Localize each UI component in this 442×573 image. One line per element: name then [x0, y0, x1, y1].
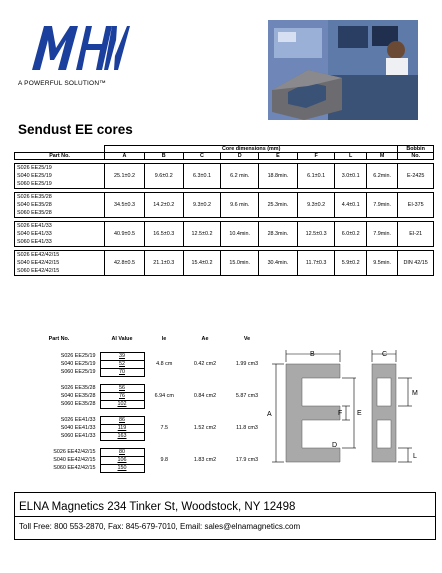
- col-e: E: [259, 153, 298, 160]
- dim-e-cell: 28.3min.: [259, 222, 298, 247]
- le-cell: 9.8: [160, 457, 168, 463]
- al-value-cell: 119: [100, 424, 144, 432]
- table-row: [15, 222, 434, 247]
- part-number: S026 EE25/19: [17, 165, 52, 171]
- col-no: No.: [398, 153, 434, 160]
- dim-label-e: E: [357, 410, 362, 417]
- part-number: S026 EE41/33: [17, 223, 52, 229]
- dim-l-cell: 6.0±0.2: [335, 222, 366, 247]
- al-value-cell: 80: [100, 448, 144, 456]
- part-numbers-cell: [15, 222, 105, 247]
- dim-e-cell: 25.3min.: [259, 193, 298, 218]
- part-number: S026 EE35/28: [60, 385, 96, 391]
- part-number: S040 EE41/33: [60, 425, 96, 431]
- part-number: S040 EE42/42/15: [17, 260, 60, 266]
- dim-label-f: F: [338, 410, 343, 417]
- table-row: [15, 251, 434, 276]
- part-number: S060 EE25/19: [60, 369, 96, 375]
- al-value-cell: 163: [100, 432, 144, 440]
- dim-d-cell: 9.6 min.: [221, 193, 259, 218]
- part-number: S040 EE35/28: [60, 393, 96, 399]
- company-address: ELNA Magnetics 234 Tinker St, Woodstock, NY 12498: [19, 501, 296, 513]
- ve-cell: 5.87 cm3: [235, 393, 259, 399]
- col-a: A: [105, 153, 145, 160]
- col-m: M: [366, 153, 397, 160]
- dim-f-cell: 9.3±0.2: [297, 193, 335, 218]
- table-row: [15, 164, 434, 189]
- ae-cell: 0.42 cm2: [193, 361, 217, 367]
- part-number: S040 EE41/33: [17, 231, 52, 237]
- ve-cell: 1.99 cm3: [235, 361, 259, 367]
- dim-b-cell: 21.1±0.3: [144, 251, 183, 276]
- dim-a-cell: 25.1±0.2: [105, 164, 145, 189]
- dim-b-cell: 9.6±0.2: [144, 164, 183, 189]
- dim-label-c: C: [382, 351, 388, 358]
- dim-a-cell: 40.9±0.5: [105, 222, 145, 247]
- col-c: C: [183, 153, 221, 160]
- table-row: [18, 384, 268, 392]
- col-ae: Ae: [201, 336, 209, 342]
- dim-c-cell: 6.3±0.1: [183, 164, 221, 189]
- contact-footer: [14, 492, 436, 540]
- part-number: S060 EE41/33: [60, 433, 96, 439]
- part-numbers-cell: [15, 193, 105, 218]
- dim-c-cell: 15.4±0.2: [183, 251, 221, 276]
- part-number: S060 EE42/42/15: [17, 268, 60, 274]
- dim-label-m: M: [412, 390, 418, 397]
- core-dimension-diagram: [258, 342, 428, 474]
- le-cell: 6.94 cm: [154, 393, 174, 399]
- col-part-no: Part No.: [48, 336, 70, 342]
- al-value-cell: 70: [100, 368, 144, 376]
- dim-c-cell: 9.3±0.2: [183, 193, 221, 218]
- dim-c-cell: 12.5±0.2: [183, 222, 221, 247]
- part-number: S026 EE41/33: [60, 417, 96, 423]
- al-value-cell: 52: [100, 360, 144, 368]
- dimensions-group-header: Core dimensions (mm): [105, 146, 398, 153]
- dim-no-cell: DIN 42/15: [398, 251, 434, 276]
- dim-f-cell: 6.1±0.1: [297, 164, 335, 189]
- contact-details: Toll Free: 800 553-2870, Fax: 845-679-7010, Email: sales@elnamagnetics.com: [19, 522, 301, 531]
- part-numbers-cell: [15, 164, 105, 189]
- part-numbers-cell: [15, 251, 105, 276]
- part-number: S060 EE35/28: [60, 401, 96, 407]
- spacer-row: [18, 344, 268, 352]
- ae-cell: 0.84 cm2: [193, 393, 217, 399]
- ae-cell: 1.83 cm2: [193, 457, 217, 463]
- table-row: [15, 193, 434, 218]
- al-value-cell: 76: [100, 392, 144, 400]
- part-number: S060 EE25/19: [17, 181, 52, 187]
- al-value-cell: 102: [100, 400, 144, 408]
- page-title: Sendust EE cores: [18, 122, 133, 137]
- header-photo: [268, 20, 418, 120]
- dim-l-cell: 3.0±0.1: [335, 164, 366, 189]
- dim-a-cell: 42.8±0.5: [105, 251, 145, 276]
- properties-table: [18, 334, 268, 473]
- part-number: S026 EE35/28: [17, 194, 52, 200]
- spacer-row: [18, 440, 268, 448]
- dim-l-cell: 5.9±0.2: [335, 251, 366, 276]
- company-logo: [30, 22, 130, 72]
- col-f: F: [297, 153, 335, 160]
- table-row: [18, 352, 268, 360]
- spacer-row: [18, 408, 268, 416]
- dim-m-cell: 7.9min.: [366, 193, 397, 218]
- part-number: S026 EE42/42/15: [53, 449, 96, 455]
- part-number: S060 EE35/28: [17, 210, 52, 216]
- footer-divider: [15, 516, 435, 517]
- part-number: S040 EE35/28: [17, 202, 52, 208]
- dim-e-cell: 18.8min.: [259, 164, 298, 189]
- dim-d-cell: 15.0min.: [221, 251, 259, 276]
- col-b: B: [144, 153, 183, 160]
- dim-b-cell: 16.5±0.3: [144, 222, 183, 247]
- col-ve: Ve: [243, 336, 251, 342]
- part-number: S060 EE42/42/15: [53, 465, 96, 471]
- dim-m-cell: 7.9min.: [366, 222, 397, 247]
- le-cell: 4.8 cm: [156, 361, 173, 367]
- dim-l-cell: 4.4±0.1: [335, 193, 366, 218]
- part-number: S060 EE41/33: [17, 239, 52, 245]
- ve-cell: 11.8 cm3: [236, 425, 258, 431]
- al-value-cell: 106: [100, 456, 144, 464]
- dim-a-cell: 34.5±0.3: [105, 193, 145, 218]
- col-d: D: [221, 153, 259, 160]
- col-al-value: Al Value: [111, 336, 133, 342]
- part-number: S040 EE25/19: [17, 173, 52, 179]
- al-value-cell: 86: [100, 416, 144, 424]
- al-value-cell: 39: [100, 352, 144, 360]
- le-cell: 7.5: [160, 425, 168, 431]
- spacer-row: [18, 376, 268, 384]
- part-number: S040 EE25/19: [60, 361, 96, 367]
- ae-cell: 1.52 cm2: [193, 425, 217, 431]
- col-part-no: Part No.: [15, 153, 105, 160]
- table-row: [18, 448, 268, 456]
- dim-label-d: D: [332, 442, 338, 449]
- dim-label-a: A: [267, 411, 272, 418]
- dim-no-cell: E-2425: [398, 164, 434, 189]
- col-le: le: [161, 336, 167, 342]
- dim-d-cell: 10.4min.: [221, 222, 259, 247]
- dim-d-cell: 6.2 min.: [221, 164, 259, 189]
- dim-e-cell: 30.4min.: [259, 251, 298, 276]
- dim-no-cell: EI-375: [398, 193, 434, 218]
- al-value-cell: 56: [100, 384, 144, 392]
- part-number: S026 EE25/19: [60, 353, 96, 359]
- dim-label-l: L: [413, 453, 417, 460]
- company-tagline: A POWERFUL SOLUTION™: [18, 80, 106, 87]
- dimensions-table: [14, 145, 434, 276]
- dim-no-cell: EI-21: [398, 222, 434, 247]
- part-number: S026 EE42/42/15: [17, 252, 60, 258]
- dim-label-b: B: [310, 351, 315, 358]
- dim-m-cell: 6.2min.: [366, 164, 397, 189]
- part-number: S040 EE42/42/15: [53, 457, 96, 463]
- col-l: L: [335, 153, 366, 160]
- dim-f-cell: 11.7±0.3: [297, 251, 335, 276]
- bobbin-header: Bobbin: [398, 146, 434, 153]
- dim-f-cell: 12.5±0.3: [297, 222, 335, 247]
- dim-b-cell: 14.2±0.2: [144, 193, 183, 218]
- dim-m-cell: 9.5min.: [366, 251, 397, 276]
- table-row: [18, 416, 268, 424]
- al-value-cell: 150: [100, 464, 144, 472]
- ve-cell: 17.9 cm3: [235, 457, 259, 463]
